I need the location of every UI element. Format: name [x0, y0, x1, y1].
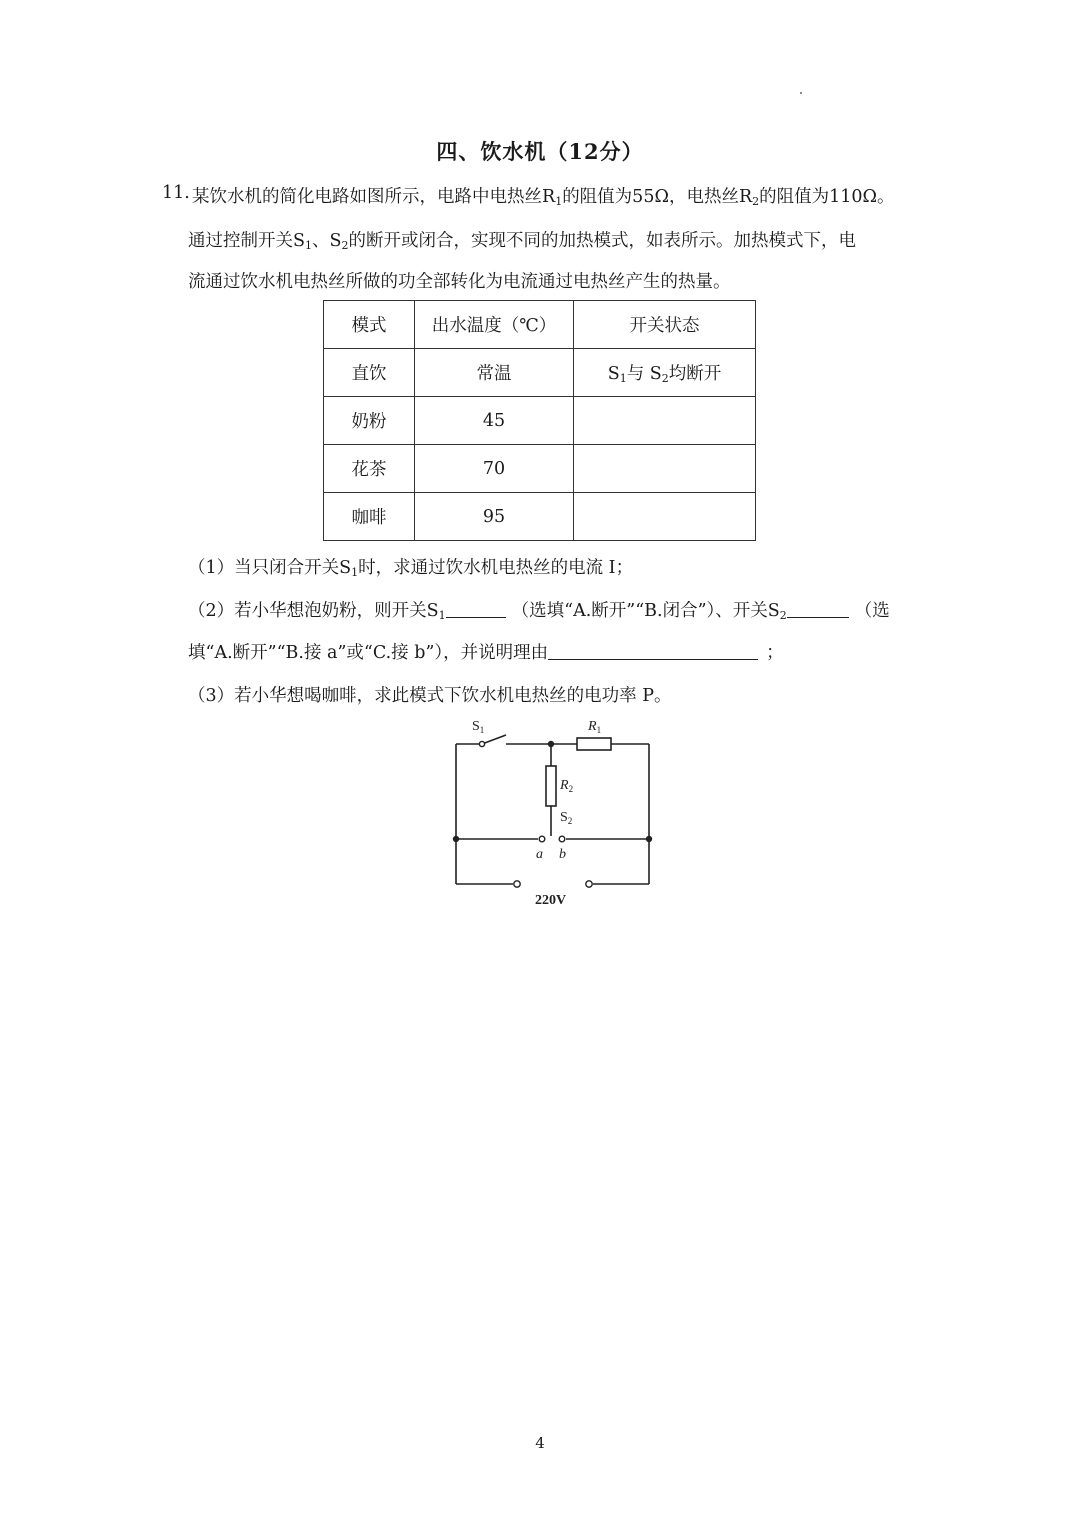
- cell-switch-state-empty[interactable]: [574, 493, 756, 541]
- table-row: [324, 397, 756, 445]
- part-2-line-1: （2）若小华想泡奶粉，则开关$S_1$ （选填“A.断开”“B.闭合”）、开关$S_2$ （选: [188, 601, 890, 622]
- question-intro-line-3: 流通过饮水机电热丝所做的功全部转化为电流通过电热丝产生的热量。: [188, 272, 731, 292]
- label-voltage: 220V: [535, 893, 567, 908]
- answer-blank-reason[interactable]: [548, 643, 758, 660]
- cell-mode: 直饮: [324, 349, 415, 397]
- cell-switch-state-empty[interactable]: [574, 445, 756, 493]
- part-2-line-2: 填“A.断开”“B.接 a”或“C.接 b”），并说明理由 ；: [188, 643, 784, 663]
- label-r1: $R_1$: [588, 719, 602, 735]
- table-header-row: [324, 301, 756, 349]
- mode-table: [323, 300, 756, 541]
- section-title: 四、饮水机（12分）: [436, 139, 644, 164]
- contact-b: [559, 836, 565, 842]
- scan-dot: [800, 92, 802, 94]
- part-3: （3）若小华想喝咖啡，求此模式下饮水机电热丝的电功率 P。: [188, 686, 672, 706]
- resistor-r1: [577, 738, 611, 750]
- contact-a: [539, 836, 545, 842]
- table-row: [324, 349, 756, 397]
- part-1: （1）当只闭合开关$S_1$时，求通过饮水机电热丝的电流 I；: [188, 558, 634, 579]
- cell-switch-state: $S_1$与 $S_2$均断开: [574, 349, 756, 397]
- answer-blank-s1[interactable]: [446, 601, 506, 618]
- question-intro-line-2: 通过控制开关$S_1$、$S_2$的断开或闭合，实现不同的加热模式，如表所示。加热模式下，电: [188, 231, 856, 252]
- switch-s1-blade: [482, 735, 506, 744]
- cell-temp: 95: [415, 493, 574, 541]
- header-temp: 出水温度（℃）: [415, 301, 574, 349]
- cell-mode: 咖啡: [324, 493, 415, 541]
- label-b: b: [559, 847, 566, 862]
- answer-blank-s2[interactable]: [787, 601, 849, 618]
- supply-terminal-left: [514, 881, 520, 887]
- header-mode: 模式: [324, 301, 415, 349]
- resistor-r2: [546, 766, 556, 806]
- cell-mode: 奶粉: [324, 397, 415, 445]
- question-number: 11.: [162, 183, 190, 203]
- label-a: a: [536, 847, 543, 862]
- cell-mode: 花茶: [324, 445, 415, 493]
- label-r2: $R_2$: [560, 778, 574, 794]
- circuit-diagram: [440, 710, 670, 910]
- label-s2: $S_2$: [560, 810, 573, 826]
- junction-right: [646, 836, 652, 842]
- header-switch-state: 开关状态: [574, 301, 756, 349]
- supply-terminal-right: [586, 881, 592, 887]
- cell-temp: 45: [415, 397, 574, 445]
- cell-temp: 常温: [415, 349, 574, 397]
- label-s1: $S_1$: [472, 719, 485, 735]
- table-row: [324, 493, 756, 541]
- switch-s1-pivot: [479, 741, 484, 746]
- page-number: 4: [535, 1434, 545, 1452]
- cell-temp: 70: [415, 445, 574, 493]
- table-row: [324, 445, 756, 493]
- cell-switch-state-empty[interactable]: [574, 397, 756, 445]
- question-intro-line-1: 某饮水机的简化电路如图所示，电路中电热丝$R_1$的阻值为55Ω，电热丝$R_2$的阻值为110Ω。: [192, 187, 895, 208]
- junction-left: [453, 836, 459, 842]
- junction-top: [548, 741, 554, 747]
